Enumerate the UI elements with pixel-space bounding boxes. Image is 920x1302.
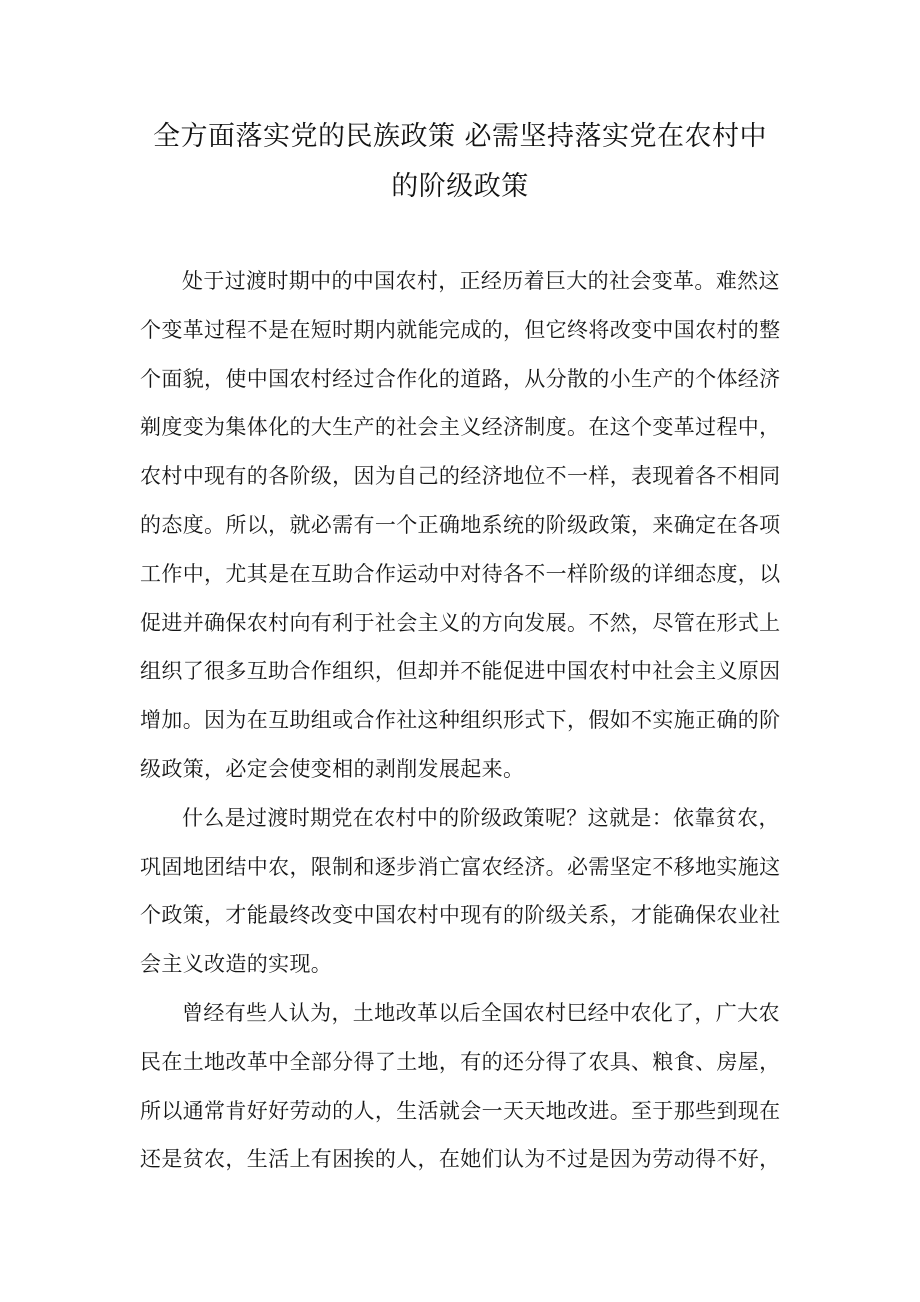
paragraph-1-line: 促进并确保农村向有利于社会主义的方向发展。不然，尽管在形式上 — [140, 610, 781, 635]
paragraph-2-line: 会主义改造的实现。 — [140, 952, 333, 977]
paragraph-1-line: 剃度变为集体化的大生产的社会主义经济制度。在这个变革过程中， — [140, 415, 781, 440]
paragraph-1-line: 工作中，尤其是在互助合作运动中对待各不一样阶级的详细态度，以 — [140, 561, 781, 586]
paragraph-1-line: 个变革过程不是在短时期内就能完成的，但它终将改变中国农村的整 — [140, 317, 781, 342]
paragraph-3-line: 民在土地改革中全部分得了土地，有的还分得了农具、粮食、房屋， — [140, 1049, 781, 1074]
paragraph-1-line: 的态度。所以，就必需有一个正确地系统的阶级政策，来确定在各项 — [140, 512, 781, 537]
paragraph-1 — [140, 257, 790, 794]
paragraph-1-line: 级政策，必定会使变相的剥削发展起来。 — [140, 756, 525, 781]
paragraph-1-line: 组织了很多互助合作组织，但却并不能促进中国农村中社会主义原因 — [140, 659, 781, 684]
paragraph-1-line: 处于过渡时期中的中国农村，正经历着巨大的社会变革。难然这 — [182, 269, 780, 293]
paragraph-3-line: 还是贫农，生活上有困挨的人，在她们认为不过是因为劳动得不好， — [140, 1147, 781, 1172]
paragraph-2-line: 巩固地团结中农，限制和逐步消亡富农经济。必需坚定不移地实施这 — [140, 854, 781, 879]
paragraph-3-line: 所以通常肯好好劳动的人，生活就会一天天地改进。至于那些到现在 — [140, 1098, 781, 1123]
paragraph-2-line: 个政策，才能最终改变中国农村中现有的阶级关系，才能确保农业社 — [140, 903, 781, 928]
paragraph-3 — [140, 989, 790, 1184]
paragraph-1-line: 个面貌，使中国农村经过合作化的道路，从分散的小生产的个体经济 — [140, 366, 781, 391]
paragraph-1-line: 农村中现有的各阶级，因为自己的经济地位不一样，表现着各不相同 — [140, 464, 781, 489]
paragraph-2-line: 什么是过渡时期党在农村中的阶级政策呢？这就是：依靠贫农， — [182, 805, 780, 830]
document-body — [140, 257, 790, 1184]
paragraph-3-line: 曾经有些人认为，土地改革以后全国农村巳经中农化了，广大农 — [182, 1000, 780, 1025]
paragraph-1-line: 增加。因为在互助组或合作社这种组织形式下，假如不实施正确的阶 — [140, 708, 781, 733]
document-title-line-1: 全方面落实党的民族政策 必需坚持落实党在农村中 — [152, 121, 768, 152]
paragraph-2 — [140, 794, 790, 989]
document-title-line-2: 的阶级政策 — [391, 171, 529, 202]
